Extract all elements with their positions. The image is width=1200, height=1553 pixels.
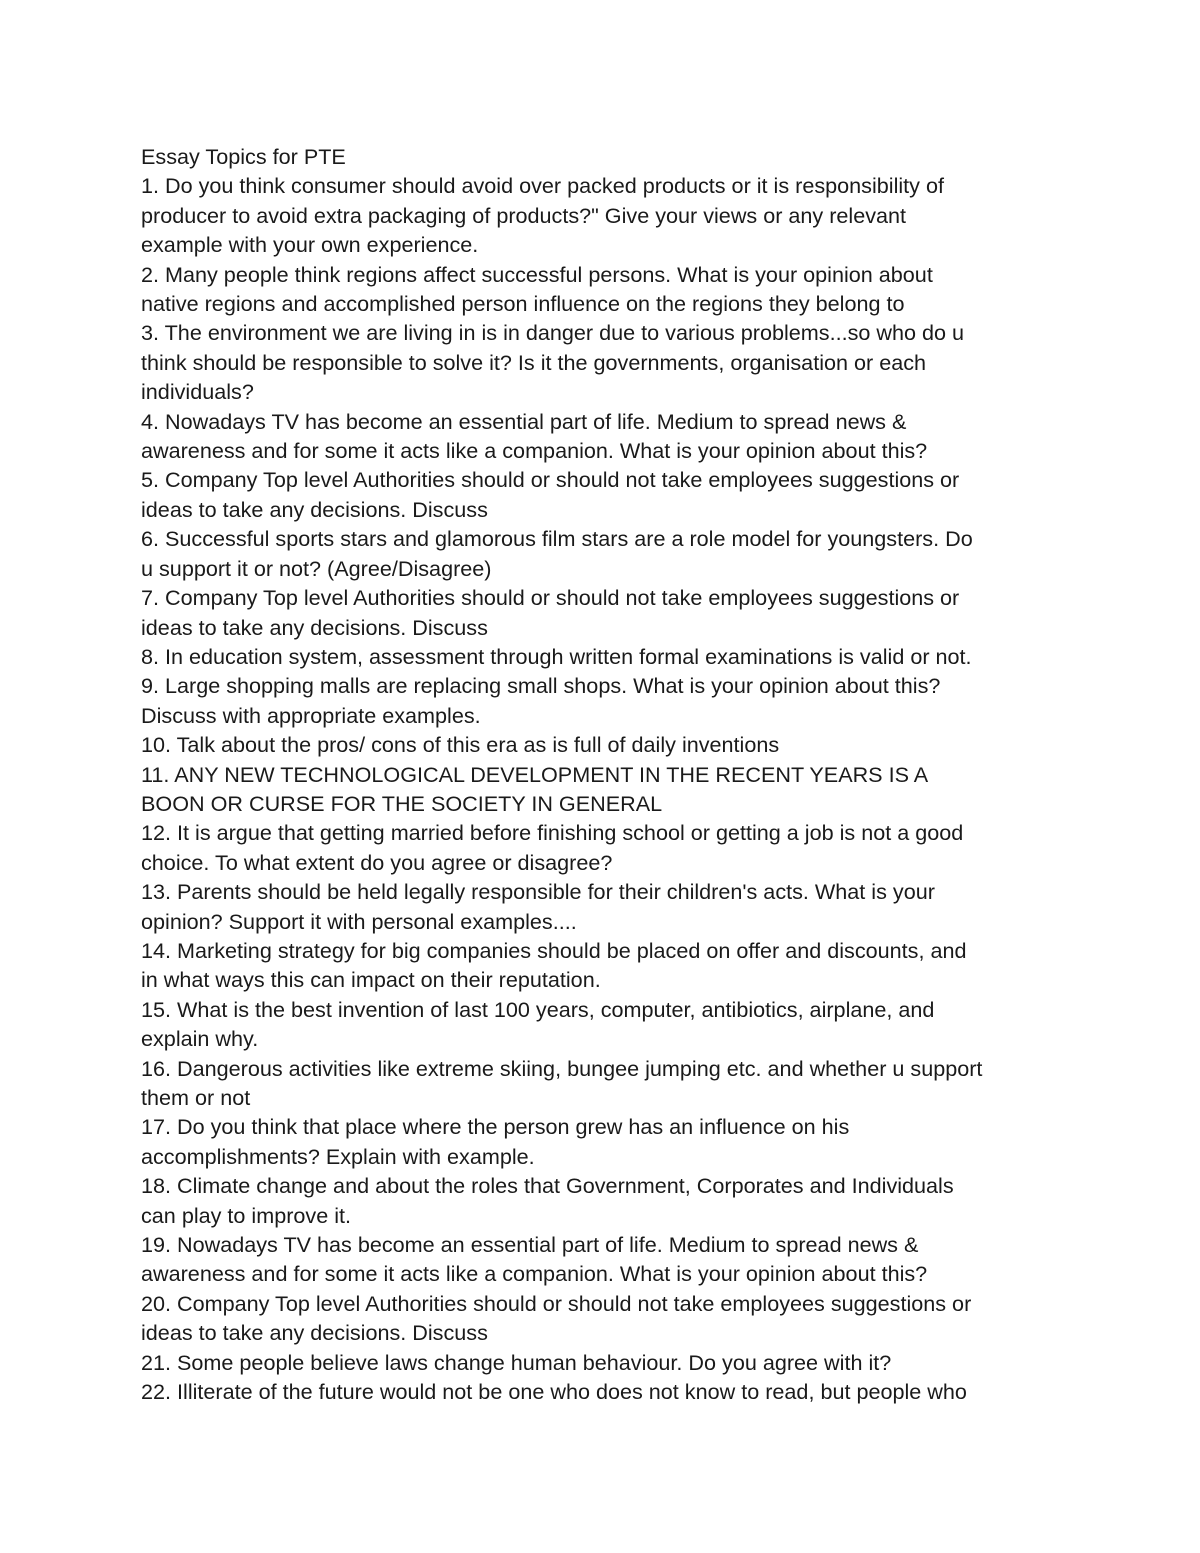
text-line: them or not	[141, 1085, 251, 1110]
text-line: BOON OR CURSE FOR THE SOCIETY IN GENERAL	[141, 790, 663, 816]
text-line: ideas to take any decisions. Discuss	[141, 614, 488, 640]
text-line: 19. Nowadays TV has become an essential part of life. Medium to spread news &	[141, 1232, 919, 1258]
text-line: 3. The environment we are living in is in danger due to various problems...so who do u	[141, 320, 965, 346]
text-line: 14. Marketing strategy for big companies should be placed on offer and discounts, and	[141, 937, 967, 963]
text-line: think should be responsible to solve it? Is it the governments, organisation or each	[141, 349, 927, 375]
text-line: 13. Parents should be held legally responsible for their children's acts. What is your	[141, 879, 935, 905]
text-line: in what ways this can impact on their reputation.	[141, 967, 601, 993]
text-line: example with your own experience.	[141, 232, 479, 258]
text-line: 9. Large shopping malls are replacing small shops. What is your opinion about this?	[141, 673, 941, 699]
text-line: 2. Many people think regions affect successful persons. What is your opinion about	[141, 261, 933, 287]
text-line: native regions and accomplished person influence on the regions they belong to	[141, 291, 905, 317]
text-line: 17. Do you think that place where the person grew has an influence on his	[141, 1114, 850, 1140]
text-line: choice. To what extent do you agree or disagree?	[141, 849, 613, 875]
text-line: 10. Talk about the pros/ cons of this era as is full of daily inventions	[141, 732, 780, 758]
document-body	[141, 142, 1071, 1406]
text-line: 5. Company Top level Authorities should or should not take employees suggestions or	[141, 467, 960, 493]
text-line: explain why.	[141, 1026, 259, 1052]
text-line: awareness and for some it acts like a companion. What is your opinion about this?	[141, 438, 928, 464]
text-line: accomplishments? Explain with example.	[141, 1143, 535, 1169]
text-line: 18. Climate change and about the roles that Government, Corporates and Individuals	[141, 1173, 954, 1199]
text-line: u support it or not? (Agree/Disagree)	[141, 555, 492, 581]
text-line: ideas to take any decisions. Discuss	[141, 1320, 488, 1346]
text-line: awareness and for some it acts like a companion. What is your opinion about this?	[141, 1261, 928, 1287]
topic-list	[141, 171, 1071, 1406]
text-line: 21. Some people believe laws change human behaviour. Do you agree with it?	[141, 1349, 892, 1375]
text-line: 8. In education system, assessment through written formal examinations is valid or not.	[141, 643, 972, 669]
text-line: individuals?	[141, 379, 254, 405]
text-line: Discuss with appropriate examples.	[141, 702, 481, 728]
document-title: Essay Topics for PTE	[141, 144, 346, 169]
text-line: 1. Do you think consumer should avoid over packed products or it is responsibility of	[141, 173, 944, 199]
text-line: 7. Company Top level Authorities should or should not take employees suggestions or	[141, 585, 960, 611]
text-line: 20. Company Top level Authorities should or should not take employees suggestions or	[141, 1290, 972, 1316]
text-line: 6. Successful sports stars and glamorous film stars are a role model for youngsters. Do	[141, 526, 973, 552]
text-line: opinion? Support it with personal examples....	[141, 908, 577, 934]
text-line: 22. Illiterate of the future would not be one who does not know to read, but people who	[141, 1379, 967, 1405]
text-line: 15. What is the best invention of last 100 years, computer, antibiotics, airplane, and	[141, 996, 935, 1022]
text-line: 11. ANY NEW TECHNOLOGICAL DEVELOPMENT IN THE RECENT YEARS IS A	[141, 761, 929, 787]
text-line: producer to avoid extra packaging of products?" Give your views or any relevant	[141, 202, 907, 228]
text-line: 16. Dangerous activities like extreme skiing, bungee jumping etc. and whether u support	[141, 1055, 983, 1081]
text-line: can play to improve it.	[141, 1202, 352, 1228]
text-line: 12. It is argue that getting married before finishing school or getting a job is not a good	[141, 820, 964, 846]
text-line: ideas to take any decisions. Discuss	[141, 496, 488, 522]
text-line: 4. Nowadays TV has become an essential part of life. Medium to spread news &	[141, 408, 907, 434]
